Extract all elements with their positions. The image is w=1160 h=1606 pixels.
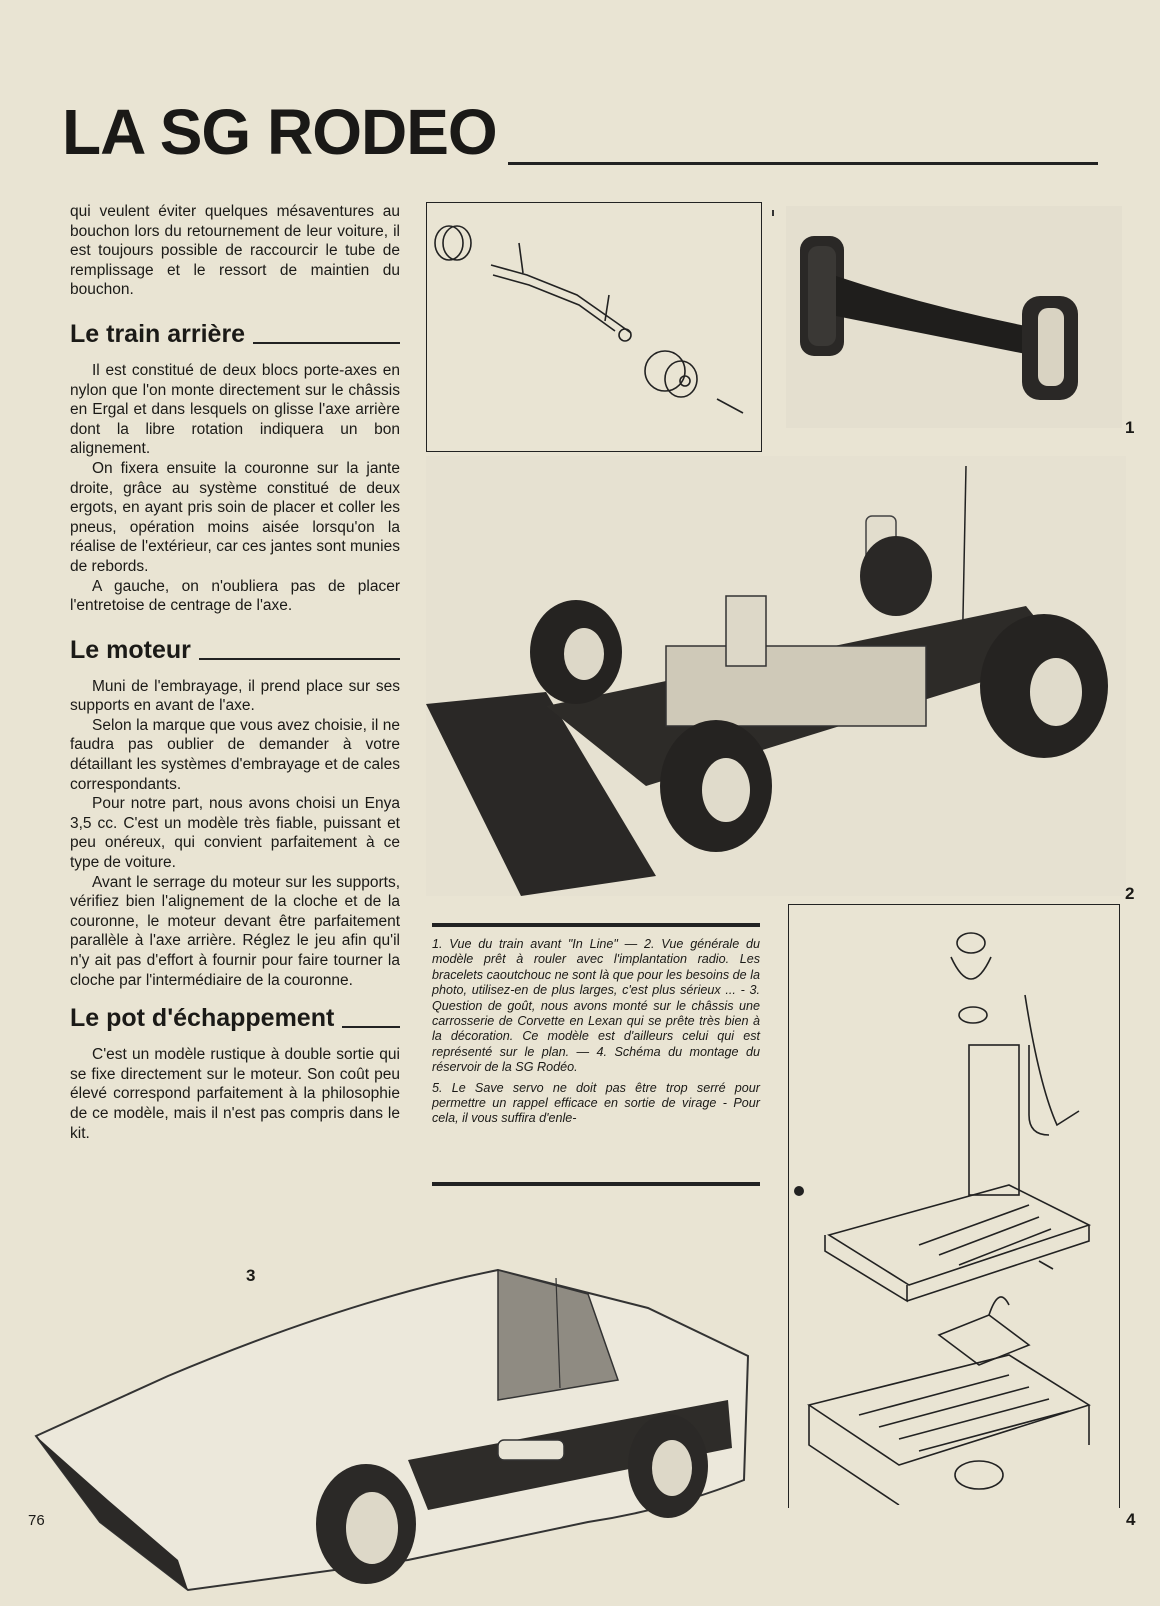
figure-2-photo (426, 456, 1126, 896)
figure-4-tank-drawing (788, 904, 1120, 1508)
figure-label-4: 4 (1126, 1510, 1136, 1529)
figure-exploded-axle (426, 202, 762, 452)
figure-dot-marker (772, 210, 774, 216)
tank-exploded-drawing (789, 905, 1118, 1505)
intro-paragraph: qui veulent éviter quelques mésaventures au bouchon lors du retournement de leur voiture, il est toujours possible de raccourcir le tube de remplissage et le ressort de maintien du bouchon. (70, 203, 400, 299)
paragraph: C'est un modèle rustique à double sortie qui se fixe directement sur le moteur. Son coût peu élevé correspond parfaitement à la philosophie de ce modèle, mais il n'est pas compris dans le kit. (70, 1046, 400, 1142)
caption-rule-bottom (432, 1182, 760, 1186)
figure-label-2: 2 (1125, 884, 1135, 903)
caption-paragraph: 5. Le Save servo ne doit pas être trop serré pour permettre un rappel efficace en sortie de virage - Pour cela, il vous suffira d'enle- (432, 1080, 760, 1126)
paragraph: On fixera ensuite la couronne sur la jante droite, grâce au système constitué de deux ergots, en ayant pris soin de placer et coller les pneus, opération moins aisée lorsqu'on la réalise de l'extérieur, car ces jantes sont munies de rebords. (70, 459, 400, 575)
section-heading-train-arriere (70, 319, 400, 348)
heading-rule (253, 342, 400, 344)
figure-caption (432, 937, 760, 1127)
front-axle-photo (786, 206, 1122, 428)
heading-rule (199, 658, 400, 660)
exploded-axle-drawing (427, 203, 760, 450)
section-heading-moteur (70, 635, 400, 664)
figure-1-photo (786, 206, 1122, 428)
paragraph: Pour notre part, nous avons choisi un Enya 3,5 cc. C'est un modèle très fiable, puissant et peu onéreux, qui convient parfaitement à ce type de voiture. (70, 795, 400, 872)
paragraph: Muni de l'embrayage, il prend place sur ses supports en avant de l'axe. (70, 677, 400, 715)
section-heading-label: Le pot d'échappement (70, 1004, 335, 1033)
section-heading-label: Le train arrière (70, 319, 246, 348)
figure-label-3: 3 (246, 1266, 256, 1285)
paragraph: Avant le serrage du moteur sur les supports, vérifiez bien l'alignement de la cloche et de la couronne, le moteur devant être parfaitement parallèle à l'axe arrière. Réglez le jeu afin qu'il n'y ait pas d'effort à fournir pour faire tourner la cloche par l'intermédiaire de la couronne. (70, 873, 400, 989)
page-number: 76 (28, 1512, 45, 1529)
chassis-photo (426, 456, 1126, 896)
paragraph: A gauche, on n'oubliera pas de placer l'entretoise de centrage de l'axe. (70, 577, 400, 615)
section-heading-pot-echappement (70, 1006, 400, 1031)
section-heading-label: Le moteur (70, 635, 191, 664)
paragraph: Selon la marque que vous avez choisie, il ne faudra pas oublier de demander à votre détaillant les systèmes d'embrayage et de cales correspondants. (70, 716, 400, 793)
heading-rule (342, 1026, 400, 1028)
corvette-body-photo (28, 1260, 760, 1602)
page-title: LA SG RODEO (62, 96, 497, 168)
text-column (70, 202, 400, 1143)
paragraph: Il est constitué de deux blocs porte-axes en nylon que l'on monte directement sur le châssis en Ergal et dans lesquels on glisse l'axe arrière dont la libre rotation indiquera un bon alignement. (70, 361, 400, 458)
caption-paragraph: 1. Vue du train avant "In Line" — 2. Vue générale du modèle prêt à rouler avec l'implantation radio. Les bracelets caoutchouc ne sont là que pour les besoins de la photo, utilisez-en de plus larges, c'est plus sérieux ... - 3. Question de goût, nous avons monté sur le châssis une carrosserie de Corvette en Lexan qui se prête très bien à la décoration. Ce modèle est d'ailleurs celui qui est représenté sur le plan. — 4. Schéma du montage du réservoir de la SG Rodéo. (432, 937, 760, 1075)
figure-label-1: 1 (1125, 418, 1135, 437)
caption-rule-top (432, 923, 760, 927)
title-rule (508, 162, 1098, 165)
figure-3-photo (28, 1260, 760, 1602)
